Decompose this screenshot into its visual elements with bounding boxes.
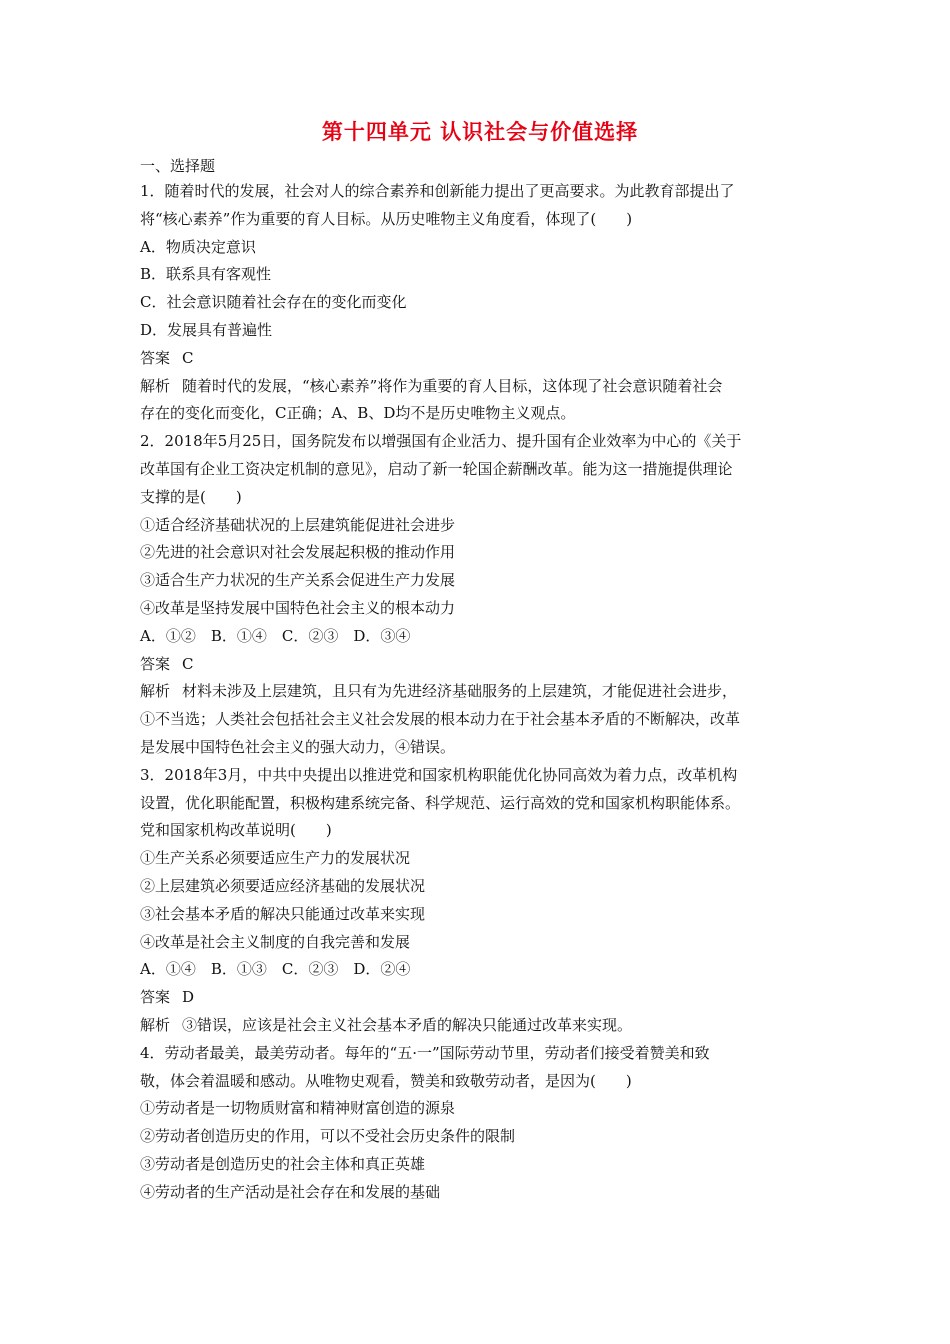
- analysis-line: [140, 1012, 820, 1040]
- statement-2: ②上层建筑必须要适应经济基础的发展状况: [140, 876, 426, 895]
- statement-3: ③劳动者是创造历史的社会主体和真正英雄: [140, 1154, 426, 1173]
- question-stem-line: 4．劳动者最美，最美劳动者。每年的“五·一”国际劳动节里，劳动者们接受着赞美和致: [140, 1043, 710, 1062]
- document-page: [140, 116, 820, 1206]
- option-c: C．社会意识随着社会存在的变化而变化: [140, 293, 407, 312]
- answer-label: 答案: [140, 348, 171, 367]
- analysis-label: 解析: [140, 682, 171, 701]
- statement-2: ②劳动者创造历史的作用，可以不受社会历史条件的限制: [140, 1127, 516, 1146]
- question-stem-line: 2．2018年5月25日，国务院发布以增强国有企业活力、提升国有企业效率为中心的《关于: [140, 432, 742, 451]
- statement-1: ①适合经济基础状况的上层建筑能促进社会进步: [140, 515, 456, 534]
- question-stem-line: 改革国有企业工资决定机制的意见》，启动了新一轮国企薪酬改革。能为这一措施提供理论: [140, 459, 733, 478]
- question-stem-line: 3．2018年3月，中共中央提出以推进党和国家机构职能优化协同高效为着力点，改革机构: [140, 765, 738, 784]
- analysis-label: 解析: [140, 376, 171, 395]
- question-stem-line: 党和国家机构改革说明( ): [140, 821, 332, 840]
- analysis-line: [140, 373, 820, 401]
- answer-line: [140, 984, 820, 1012]
- question-stem-line: 1．随着时代的发展，社会对人的综合素养和创新能力提出了更高要求。为此教育部提出了: [140, 182, 735, 200]
- statement-2: ②先进的社会意识对社会发展起积极的推动作用: [140, 543, 456, 562]
- choice-options: A．①④ B．①③ C．②③ D．②④: [140, 960, 411, 979]
- statement-4: ④改革是坚持发展中国特色社会主义的根本动力: [140, 598, 456, 617]
- answer-label: 答案: [140, 654, 171, 673]
- statement-1: ①劳动者是一切物质财富和精神财富创造的源泉: [140, 1099, 456, 1118]
- option-a: A．物质决定意识: [140, 237, 256, 256]
- answer-value: C: [182, 348, 194, 367]
- question-4: [140, 1040, 820, 1207]
- analysis-text: 存在的变化而变化，C正确；A、B、D均不是历史唯物主义观点。: [140, 404, 576, 423]
- analysis-text: 随着时代的发展，“核心素养”将作为重要的育人目标，这体现了社会意识随着社会: [182, 376, 723, 395]
- question-stem-line: 将“核心素养”作为重要的育人目标。从历史唯物主义角度看，体现了( ): [140, 209, 633, 228]
- document-title: 第十四单元 认识社会与价值选择: [321, 119, 639, 144]
- section-heading: 一、选择题: [140, 157, 216, 175]
- question-1: [140, 178, 820, 428]
- answer-line: [140, 651, 820, 679]
- answer-line: [140, 345, 820, 373]
- answer-value: C: [182, 654, 194, 673]
- question-stem-line: 支撑的是( ): [140, 487, 242, 506]
- option-d: D．发展具有普遍性: [140, 320, 273, 339]
- question-3: [140, 762, 820, 1040]
- analysis-line: [140, 678, 820, 706]
- option-b: B．联系具有客观性: [140, 265, 272, 284]
- analysis-text: 材料未涉及上层建筑，且只有为先进经济基础服务的上层建筑，才能促进社会进步，: [182, 682, 738, 701]
- question-stem-line: 设置，优化职能配置，积极构建系统完备、科学规范、运行高效的党和国家机构职能体系。: [140, 793, 741, 812]
- statement-4: ④劳动者的生产活动是社会存在和发展的基础: [140, 1182, 441, 1201]
- statement-3: ③适合生产力状况的生产关系会促进生产力发展: [140, 571, 456, 590]
- analysis-text: ③错误，应该是社会主义社会基本矛盾的解决只能通过改革来实现。: [182, 1015, 633, 1034]
- question-stem-line: 敬，体会着温暖和感动。从唯物史观看，赞美和致敬劳动者，是因为( ): [140, 1071, 632, 1090]
- answer-value: D: [182, 988, 195, 1007]
- statement-4: ④改革是社会主义制度的自我完善和发展: [140, 932, 411, 951]
- question-2: [140, 428, 820, 762]
- answer-label: 答案: [140, 988, 171, 1007]
- statement-1: ①生产关系必须要适应生产力的发展状况: [140, 849, 411, 868]
- analysis-text: 是发展中国特色社会主义的强大动力，④错误。: [140, 737, 456, 756]
- statement-3: ③社会基本矛盾的解决只能通过改革来实现: [140, 904, 426, 923]
- analysis-label: 解析: [140, 1015, 171, 1034]
- analysis-text: ①不当选；人类社会包括社会主义社会发展的根本动力在于社会基本矛盾的不断解决，改革: [140, 710, 741, 729]
- choice-options: A．①② B．①④ C．②③ D．③④: [140, 626, 411, 645]
